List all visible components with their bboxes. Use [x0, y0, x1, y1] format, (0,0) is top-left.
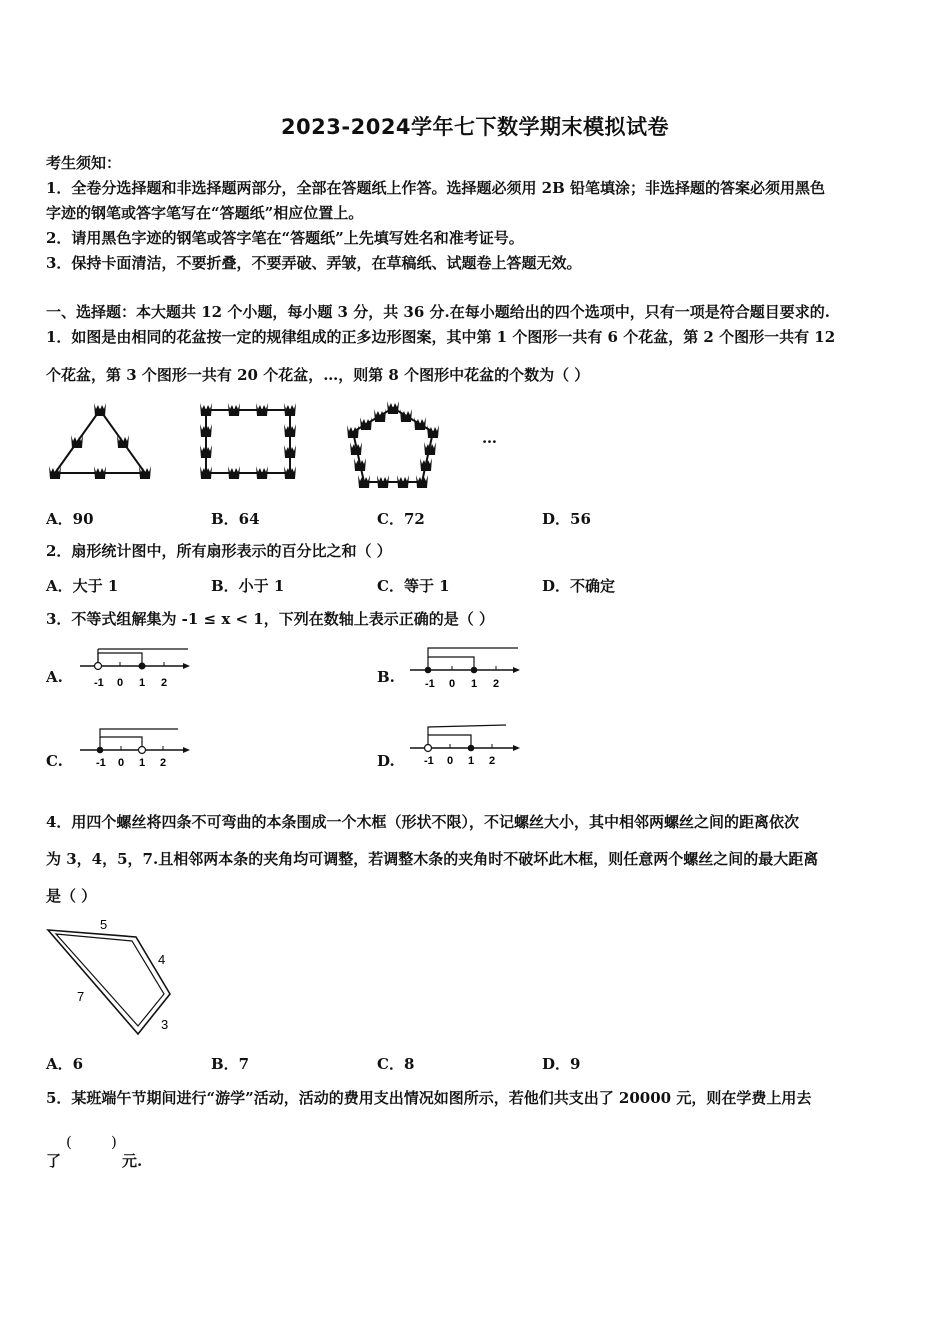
tick-label: 1 [139, 757, 146, 769]
tick-label: -1 [424, 755, 434, 767]
q1-option-d[interactable]: D．56 [542, 510, 591, 528]
q3-option-b[interactable]: B. [377, 668, 395, 686]
q3-number-line-c [78, 725, 193, 771]
page-title: 2023-2024学年七下数学期末模拟试卷 [280, 115, 670, 139]
q4-line-3: 是（ ） [46, 887, 97, 905]
tick-label: 0 [118, 757, 125, 769]
q1-ellipsis: … [482, 429, 497, 447]
q1-line-1: 1．如图是由相同的花盆按一定的规律组成的正多边形图案，其中第 1 个图形一共有 6 个花盆，第 2 个图形一共有 12 [46, 328, 836, 346]
side-label-7: 7 [77, 989, 85, 1004]
q2-option-c[interactable]: C．等于 1 [377, 577, 450, 595]
q4-frame-figure [40, 912, 190, 1042]
q4-line-1: 4．用四个螺丝将四条不可弯曲的本条围成一个木框（形状不限），不记螺丝大小，其中相邻两螺丝之间的距离依次 [46, 813, 799, 831]
tick-label: 2 [160, 757, 167, 769]
q4-line-2: 为 3，4，5，7.且相邻两本条的夹角均可调整，若调整木条的夹角时不破坏此木框，则任意两个螺丝之间的最大距离 [46, 850, 819, 868]
notice-line-1b: 字迹的钢笔或答字笔写在“答题纸”相应位置上。 [46, 204, 364, 222]
q2-option-d[interactable]: D．不确定 [542, 577, 616, 595]
tick-label: 1 [471, 678, 478, 690]
q1-option-a[interactable]: A．90 [46, 510, 94, 528]
q5-paren-close: ) [111, 1133, 117, 1151]
section-1-heading: 一、选择题：本大题共 12 个小题，每小题 3 分，共 36 分.在每小题给出的四个选项中，只有一项是符合题目要求的. [46, 303, 830, 321]
notice-line-1a: 1．全卷分选择题和非选择题两部分，全部在答题纸上作答。选择题必须用 2B 铅笔填涂；非选择题的答案必须用黑色 [46, 179, 826, 197]
q4-option-a[interactable]: A．6 [46, 1055, 84, 1073]
tick-label: -1 [96, 757, 106, 769]
q3-option-d[interactable]: D. [377, 752, 395, 770]
side-label-4: 4 [158, 952, 166, 967]
q3-text: 3．不等式组解集为 -1 ≤ x < 1，下列在数轴上表示正确的是（ ） [46, 610, 494, 628]
q3-number-line-a [78, 644, 193, 690]
q1-figures [40, 398, 510, 498]
q1-option-b[interactable]: B．64 [211, 510, 260, 528]
tick-label: 0 [449, 678, 456, 690]
notice-line-3: 3．保持卡面清洁，不要折叠，不要弄破、弄皱，在草稿纸、试题卷上答题无效。 [46, 254, 582, 272]
q3-number-line-b [408, 644, 523, 690]
tick-label: 2 [489, 755, 496, 767]
q1-option-c[interactable]: C．72 [377, 510, 425, 528]
q5-line-1: 5．某班端午节期间进行“游学”活动，活动的费用支出情况如图所示，若他们共支出了 20000 元，则在学费上用去 [46, 1089, 812, 1107]
q4-option-b[interactable]: B．7 [211, 1055, 250, 1073]
tick-label: -1 [425, 678, 435, 690]
q5-paren-open: ( [66, 1133, 72, 1151]
q4-option-c[interactable]: C．8 [377, 1055, 415, 1073]
q3-option-c[interactable]: C. [46, 752, 63, 770]
side-label-5: 5 [100, 917, 108, 932]
q3-number-line-d [408, 722, 523, 768]
tick-label: 0 [447, 755, 454, 767]
pentagon-figure [347, 401, 439, 488]
q2-option-b[interactable]: B．小于 1 [211, 577, 285, 595]
q5-line-2-prefix: 了 [46, 1152, 62, 1170]
q2-option-a[interactable]: A．大于 1 [46, 577, 119, 595]
notice-heading: 考生须知： [46, 154, 122, 172]
tick-label: 1 [468, 755, 475, 767]
square-figure [200, 403, 296, 479]
q4-option-d[interactable]: D．9 [542, 1055, 581, 1073]
tick-label: 2 [161, 677, 168, 689]
tick-label: -1 [94, 677, 104, 689]
q3-option-a[interactable]: A. [46, 668, 63, 686]
triangle-figure [49, 403, 151, 479]
q5-line-2-suffix: 元. [122, 1152, 143, 1170]
notice-line-2: 2．请用黑色字迹的钢笔或答字笔在“答题纸”上先填写姓名和准考证号。 [46, 229, 524, 247]
tick-label: 0 [117, 677, 124, 689]
q2-text: 2．扇形统计图中，所有扇形表示的百分比之和（ ） [46, 542, 392, 560]
tick-label: 1 [139, 677, 146, 689]
side-label-3: 3 [161, 1017, 169, 1032]
tick-label: 2 [493, 678, 500, 690]
q1-line-2: 个花盆，第 3 个图形一共有 20 个花盆，…，则第 8 个图形中花盆的个数为（ ） [46, 366, 590, 384]
